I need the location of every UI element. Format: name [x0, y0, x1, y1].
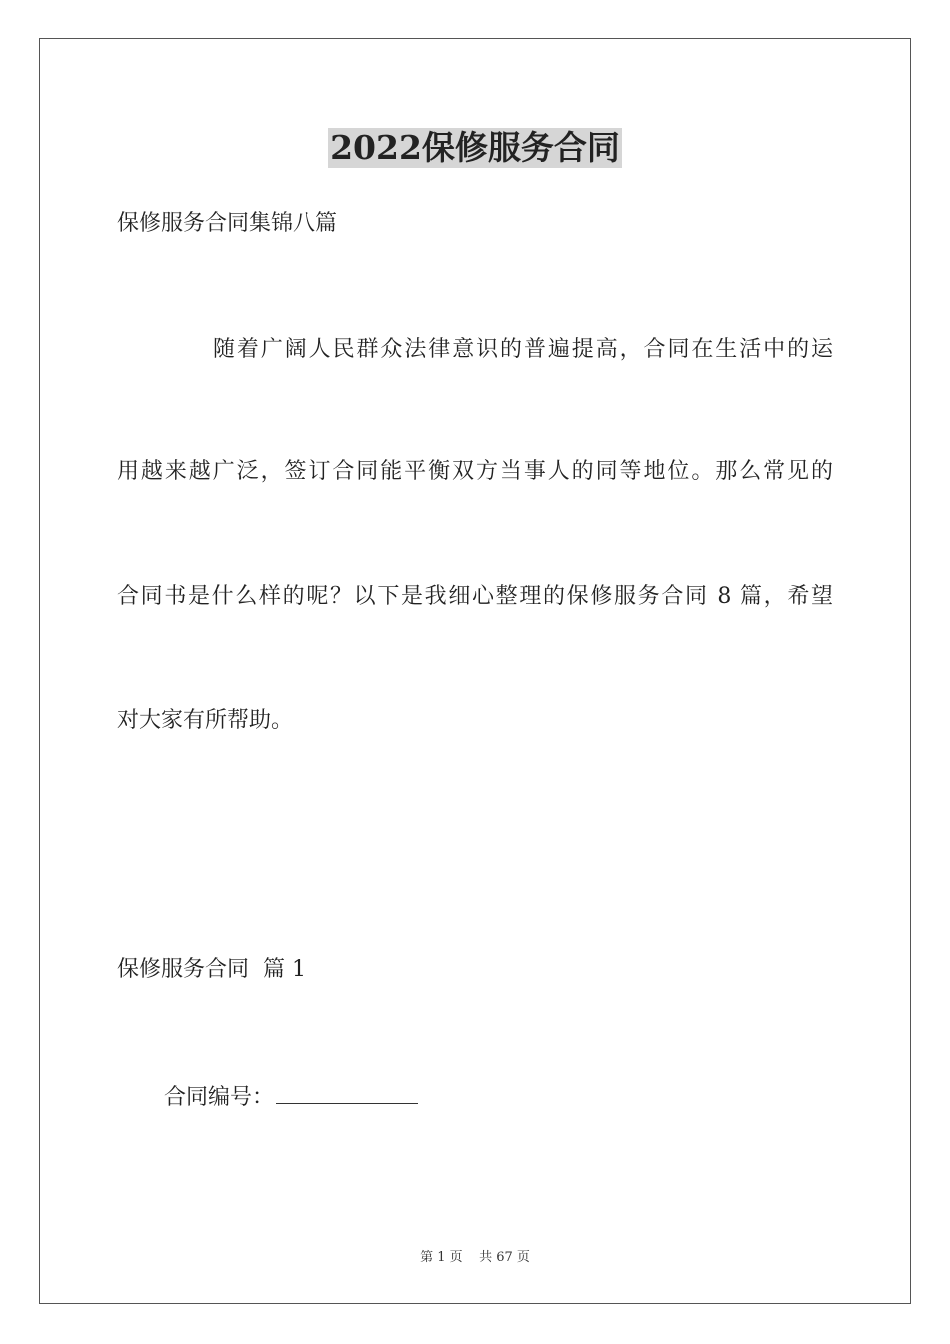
document-title-wrap [0, 128, 950, 168]
document-subtitle: 保修服务合同集锦八篇 [117, 211, 338, 236]
contract-number-label: 合同编号： [164, 1085, 275, 1110]
intro-line-3: 合同书是什么样的呢？以下是我细心整理的保修服务合同 8 篇，希望 [117, 584, 833, 609]
contract-number-blank [276, 1081, 418, 1104]
document-title: 2022保修服务合同 [330, 128, 620, 167]
page-footer: 第 1 页 共 67 页 [420, 1250, 530, 1265]
intro-line-4: 对大家有所帮助。 [117, 708, 294, 733]
intro-line-1: 随着广阔人民群众法律意识的普遍提高，合同在生活中的运 [213, 337, 833, 362]
section-heading: 保修服务合同 篇 1 [117, 957, 306, 982]
intro-line-2: 用越来越广泛，签订合同能平衡双方当事人的同等地位。那么常见的 [117, 459, 833, 484]
contract-number-row [164, 1081, 418, 1113]
